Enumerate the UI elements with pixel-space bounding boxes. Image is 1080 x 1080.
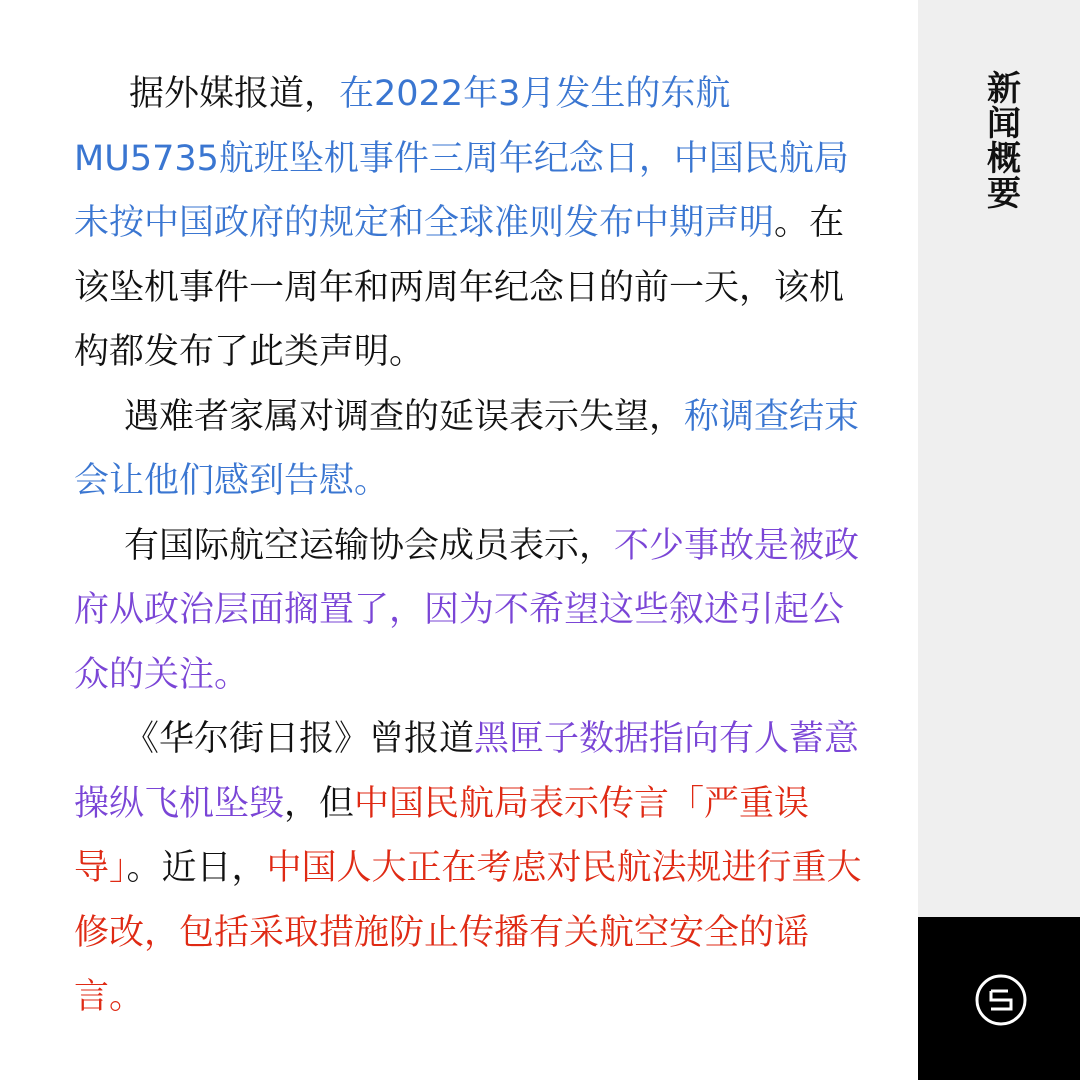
- highlight-segment: 称调查结束会让他们感到告慰。: [74, 396, 860, 501]
- text-segment: 据外媒报道，: [129, 74, 340, 114]
- highlight-segment: 黑匣子数据指向有人蓄意操纵飞机坠毁: [74, 719, 860, 824]
- text-segment: 《华尔街日报》曾报道: [124, 719, 475, 759]
- paragraph: [74, 62, 864, 385]
- paragraph: [74, 707, 864, 1030]
- sidebar-label-char: 要: [987, 174, 1021, 214]
- sidebar-section-label: [984, 69, 1024, 214]
- text-segment: ，但: [284, 783, 355, 824]
- article-body: [74, 62, 864, 1030]
- paragraph: [74, 514, 864, 708]
- sidebar-label-char: 新: [987, 69, 1021, 109]
- highlight-segment: 不少事故是被政府从政治层面搁置了，因为不希望这些叙述引起公众的关注。: [74, 525, 860, 695]
- text-segment: 遇难者家属对调查的延误表示失望，: [124, 396, 685, 437]
- sidebar-label-char: 闻: [987, 104, 1021, 144]
- circle-logo-icon: [974, 973, 1028, 1027]
- text-segment: 。近日，: [126, 848, 267, 888]
- text-segment: 有国际航空运输协会成员表示，: [124, 525, 615, 566]
- sidebar-label-char: 概: [987, 139, 1021, 179]
- highlight-segment: 在2022年3月发生的东航MU5735航班坠机事件三周年纪念日，中国民航局未按中国政府的规定和全球准则发布中期声明: [74, 74, 849, 243]
- highlight-segment: 中国民航局表示传言「严重误导」: [74, 783, 810, 888]
- highlight-segment: 中国人大正在考虑对民航法规进行重大修改，包括采取措施防止传播有关航空安全的谣言。: [74, 848, 862, 1017]
- paragraph: [74, 385, 864, 514]
- text-segment: 。在该坠机事件一周年和两周年纪念日的前一天，该机构都发布了此类声明。: [74, 203, 845, 372]
